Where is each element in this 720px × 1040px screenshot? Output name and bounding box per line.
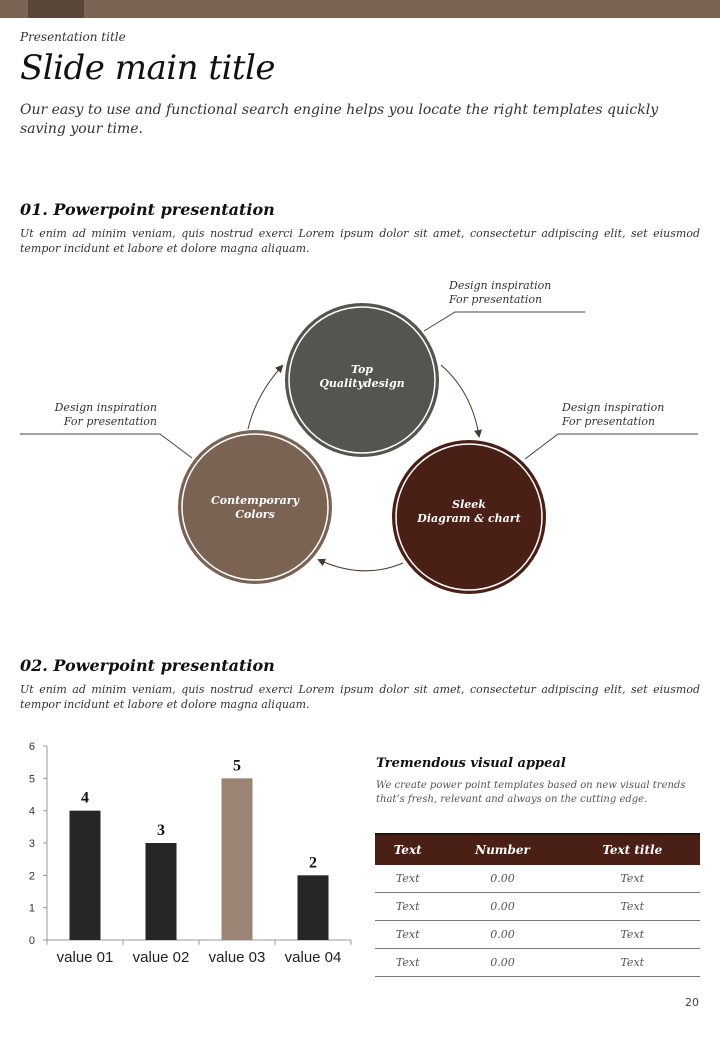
cycle-arrow-left-to-top xyxy=(248,366,282,429)
y-tick-label: 0 xyxy=(28,935,35,947)
circle-left-line2: Colors xyxy=(235,508,275,521)
circle-top-line1: Top xyxy=(351,363,373,376)
callout-line-right xyxy=(525,434,698,459)
y-tick-label: 2 xyxy=(28,870,35,883)
section1-body: Ut enim ad minim veniam, quis nostrud exerci Lorem ipsum dolor sit amet, consectetur adipiscing elit, set eiusmod tempor incidunt et labore et dolore magna aliquam. xyxy=(20,227,700,255)
callout-left-line1: Design inspiration xyxy=(54,401,157,414)
table-header-cell: Number xyxy=(440,834,564,865)
slide-main-title: Slide main title xyxy=(20,48,276,88)
circle-left-contemporary xyxy=(178,430,332,584)
table-cell: Text xyxy=(375,949,440,977)
table-cell: 0.00 xyxy=(440,921,564,949)
x-category-label: value 02 xyxy=(132,949,190,966)
x-category-label: value 03 xyxy=(208,949,266,966)
callout-top-line2: For presentation xyxy=(449,293,543,306)
top-bar-accent xyxy=(28,0,84,18)
cycle-arrow-right-to-left xyxy=(319,560,403,571)
bar xyxy=(146,843,177,940)
y-tick-label: 4 xyxy=(28,805,35,818)
table-cell: Text xyxy=(375,921,440,949)
callout-top-line1: Design inspiration xyxy=(449,279,552,292)
side-description: We create power point templates based on new visual trends that’s fresh, relevant and always on the cutting edge. xyxy=(376,780,686,805)
y-tick-label: 6 xyxy=(28,741,35,753)
y-tick-label: 5 xyxy=(28,773,35,786)
y-tick-label: 3 xyxy=(28,838,35,850)
bar-data-label: 4 xyxy=(81,789,89,807)
section2-body: Ut enim ad minim veniam, quis nostrud exerci Lorem ipsum dolor sit amet, consectetur adipiscing elit, set eiusmod tempor incidunt et labore et dolore magna aliquam. xyxy=(20,683,700,711)
bar-data-label: 3 xyxy=(157,822,165,839)
circle-right-line2: Diagram & chart xyxy=(417,512,521,525)
table-row xyxy=(375,921,700,949)
bar xyxy=(70,811,101,940)
table-cell: Text xyxy=(565,921,700,949)
table-row xyxy=(375,893,700,921)
table-cell: Text xyxy=(375,865,440,893)
presentation-title: Presentation title xyxy=(20,30,126,44)
table-header-cell: Text xyxy=(375,834,440,865)
circle-top-line2: Qualitydesign xyxy=(319,377,405,390)
callout-right-line2: For presentation xyxy=(562,415,656,428)
x-category-label: value 01 xyxy=(56,949,114,966)
bar-data-label: 5 xyxy=(233,757,241,775)
callout-line-top xyxy=(424,312,585,331)
table-header-cell: Text title xyxy=(565,834,700,865)
circle-left-line1: Contemporary xyxy=(211,494,299,507)
table-header-row xyxy=(375,834,700,865)
table-cell: 0.00 xyxy=(440,893,564,921)
circle-right-sleek xyxy=(392,440,546,594)
bar xyxy=(222,778,253,940)
table-cell: 0.00 xyxy=(440,949,564,977)
circle-top-quality xyxy=(285,303,439,457)
page-number: 20 xyxy=(685,996,699,1009)
table-cell: 0.00 xyxy=(440,865,564,893)
top-bar xyxy=(0,0,720,18)
table-cell: Text xyxy=(565,865,700,893)
table-row xyxy=(375,865,700,893)
intro-text: Our easy to use and functional search engine helps you locate the right templates quickly saving your time. xyxy=(20,102,659,137)
y-tick-label: 1 xyxy=(28,902,35,915)
callout-left-line2: For presentation xyxy=(63,415,157,428)
callout-right-line1: Design inspiration xyxy=(562,401,665,414)
table-cell: Text xyxy=(565,893,700,921)
table-cell: Text xyxy=(565,949,700,977)
table-cell: Text xyxy=(375,893,440,921)
bar-chart xyxy=(0,735,360,980)
cycle-arrow-top-to-right xyxy=(441,365,479,436)
bar xyxy=(298,875,329,940)
x-category-label: value 04 xyxy=(284,949,342,966)
section1-title: 01. Powerpoint presentation xyxy=(20,200,275,219)
section2-title: 02. Powerpoint presentation xyxy=(20,656,275,675)
cycle-diagram xyxy=(0,270,720,610)
data-table xyxy=(375,833,700,977)
table-row xyxy=(375,949,700,977)
callout-line-left xyxy=(20,434,192,458)
side-title: Tremendous visual appeal xyxy=(376,756,566,771)
circle-right-line1: Sleek xyxy=(452,498,486,511)
bar-data-label: 2 xyxy=(309,854,317,872)
